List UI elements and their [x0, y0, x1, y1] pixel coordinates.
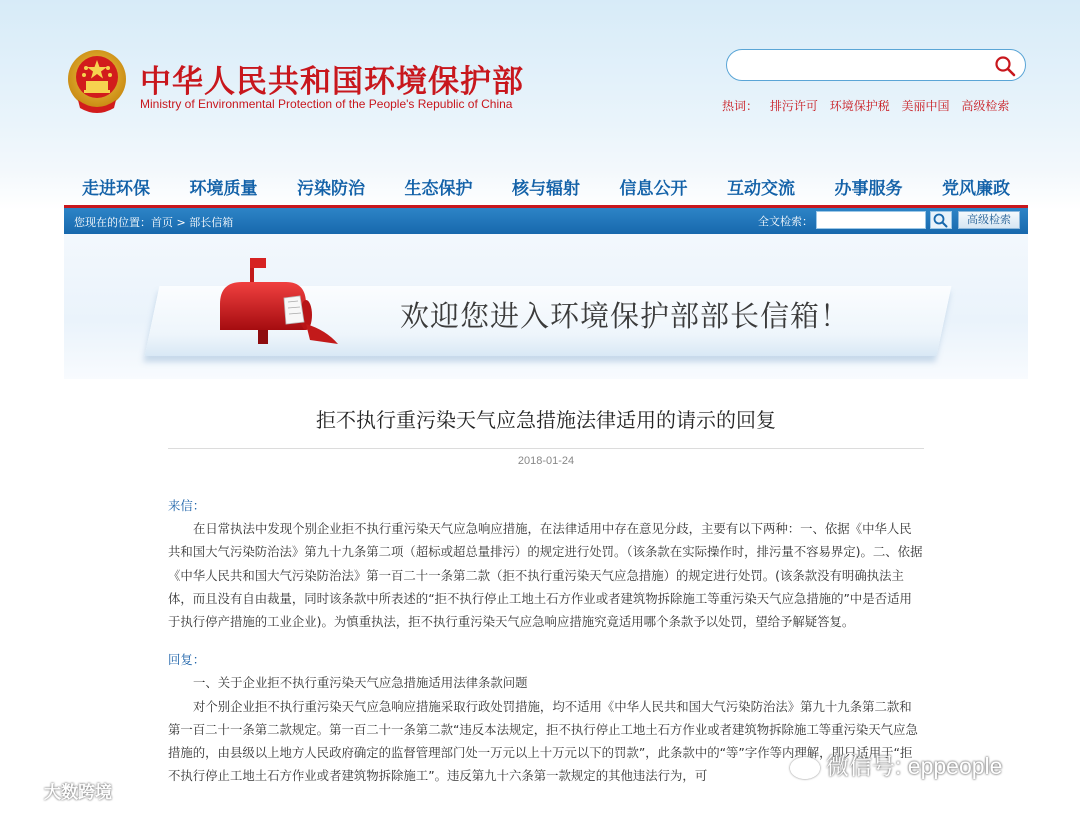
- fulltext-search-input[interactable]: [816, 211, 926, 229]
- nav-item-info-disclosure[interactable]: 信息公开: [619, 179, 688, 199]
- breadcrumb-home[interactable]: 首页: [151, 216, 173, 229]
- article-body: [168, 494, 924, 787]
- hot-words-label: 热词：: [722, 99, 759, 113]
- mailbox-icon: [214, 252, 344, 348]
- search-icon[interactable]: [994, 55, 1016, 77]
- watermark-right: [790, 748, 1002, 781]
- hot-words: [722, 97, 1009, 114]
- title-divider: [168, 448, 924, 449]
- breadcrumb-separator: >: [173, 216, 190, 229]
- nav-item-about[interactable]: 走进环保: [82, 179, 150, 199]
- site-header: [0, 0, 1080, 205]
- hot-link-beautiful-china[interactable]: 美丽中国: [901, 99, 950, 113]
- site-search: [726, 49, 1026, 81]
- watermark-left: [8, 778, 112, 803]
- advanced-search-button[interactable]: 高级检索: [958, 211, 1020, 229]
- article-title: 拒不执行重污染天气应急措施法律适用的请示的回复: [316, 408, 776, 432]
- breadcrumb-bar: [64, 208, 1028, 234]
- reply-label: 回复：: [168, 652, 206, 668]
- banner-welcome-text: 欢迎您进入环境保护部部长信箱！: [400, 299, 851, 333]
- breadcrumb-prefix: 您现在的位置：: [74, 216, 151, 229]
- advanced-search-link[interactable]: 高级检索: [961, 99, 1010, 113]
- nav-item-env-quality[interactable]: 环境质量: [189, 179, 258, 199]
- site-subtitle: Ministry of Environmental Protection of the People's Republic of China: [140, 97, 513, 111]
- breadcrumb-current[interactable]: 部长信箱: [189, 216, 234, 229]
- reply-heading: 一、关于企业拒不执行重污染天气应急措施适用法律条款问题: [193, 675, 528, 691]
- nav-item-ecology[interactable]: 生态保护: [404, 179, 473, 199]
- hot-link-env-tax[interactable]: 环境保护税: [829, 99, 890, 113]
- fulltext-search-button[interactable]: [930, 211, 952, 229]
- fulltext-search-label: 全文检索：: [758, 215, 813, 228]
- nav-item-interaction[interactable]: 互动交流: [727, 179, 795, 199]
- nav-item-services[interactable]: 办事服务: [834, 179, 903, 199]
- site-search-input[interactable]: [741, 50, 991, 78]
- nav-item-nuclear[interactable]: 核与辐射: [512, 179, 580, 199]
- nav-item-pollution-control[interactable]: 污染防治: [297, 179, 365, 199]
- search-icon: [931, 212, 951, 228]
- wechat-logo-icon: [790, 757, 820, 779]
- article-date: 2018-01-24: [517, 455, 575, 467]
- letter-paragraph: 在日常执法中发现个别企业拒不执行重污染天气应急响应措施，在法律适用中存在意见分歧，主要有以下两种：一、依据《中华人民共和国大气污染防治法》第九十九条第二项（超标或超总量排污）的规定进行处罚。（该条款在实际操作时，排污量不容易界定)。二、依据《中华人民共和国大气污染防治法》第一百二十一条第二款（拒不执行重污染天气应急措施）的规定进行处罚。(该条款没有明确执法主体，而且没有自由裁量，同时该条款中所表述的“拒不执行停止工地土石方作业或者建筑物拆除施工等重污染天气应急措施的”中是否适用于执行停产措施的工业企业)。为慎重执法，拒不执行重污染天气应急响应措施究竟适用哪个条款予以处罚，望给予解疑答复。: [168, 521, 923, 630]
- cloud-logo-icon: [8, 784, 44, 802]
- nav-item-party[interactable]: 党风廉政: [942, 179, 1010, 199]
- site-title: 中华人民共和国环境保护部: [140, 64, 524, 100]
- watermark-right-text: 微信号: eppeople: [826, 753, 1003, 779]
- letter-label: 来信：: [168, 498, 206, 513]
- reply-paragraph: 对个别企业拒不执行重污染天气应急响应措施采取行政处罚措施，均不适用《中华人民共和国大气污染防治法》第九十九条第二款和第一百二十一条第二款规定。第一百二十一条第二款“违反本法规定，拒不执行停止工地土石方作业或者建筑物拆除施工等重污染天气应急措施的，由县级以上地方人民政府确定的监督管理部门处一万元以上十万元以下的罚款”，此条款中的“等”字作等内理解，即只适用于“拒不执行停止工地土石方作业或者建筑物拆除施工”。违反第九十六条第一款规定的其他违法行为，可: [168, 698, 918, 784]
- watermark-left-text: 大数跨境: [44, 783, 112, 803]
- hot-link-pollutant-permit[interactable]: 排污许可: [769, 99, 818, 113]
- national-emblem-icon: [66, 48, 128, 114]
- breadcrumb: [74, 214, 233, 230]
- mailbox-banner: [64, 234, 1028, 379]
- main-nav: [64, 174, 1028, 204]
